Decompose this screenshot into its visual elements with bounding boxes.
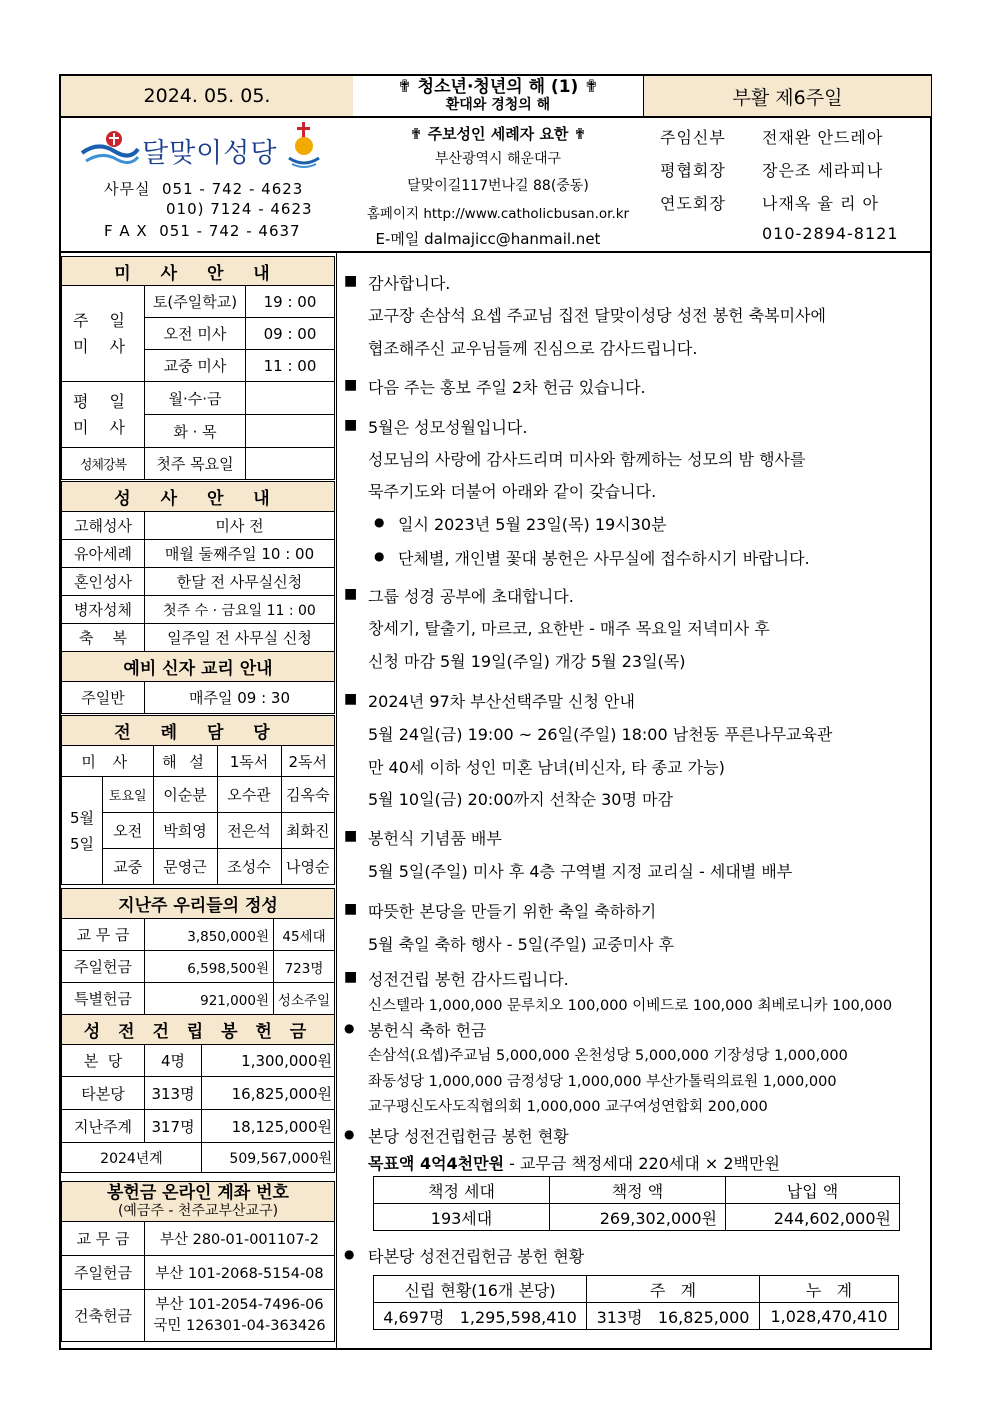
address-region: 부산광역시 해운대구 [434, 151, 562, 167]
weekday-mass-label: 평 일 미 사 [62, 382, 145, 448]
offering-amount: 921,000원 [145, 983, 274, 1015]
fund-value: 313명 16,825,000 [587, 1303, 760, 1330]
header-bar [59, 74, 932, 118]
notice-text: 5월 24일(금) 19:00 ~ 26일(주일) 18:00 남천동 푸른나무교육관 [368, 725, 833, 744]
liturgy-commentator: 문영근 [153, 849, 217, 885]
staff-role-3: 연도회장 [660, 194, 726, 213]
sunday-mass-name: 오전 미사 [145, 318, 246, 350]
adoration-value: 첫주 목요일 [145, 448, 246, 480]
bulletin-date: 2024. 05. 05. [61, 76, 354, 116]
liturgy-header: 2독서 [281, 746, 335, 777]
sunday-mass-time: 11 : 00 [246, 350, 335, 382]
account-subtitle: (예금주 - 천주교부산교구) [117, 1202, 279, 1219]
parish-logo [80, 125, 320, 175]
liturgy-title: 전 례 담 당 [62, 716, 335, 746]
fund-header: 책정 액 [550, 1177, 726, 1204]
mass-table [61, 256, 335, 480]
catechumen-label: 주일반 [62, 682, 145, 714]
liturgy-header: 미 사 [62, 746, 154, 777]
square-bullet-icon: ■ [344, 828, 358, 844]
offering-note: 45세대 [274, 919, 335, 951]
liturgical-sunday: 부활 제6주일 [643, 76, 931, 116]
offering-name: 교 무 금 [62, 919, 145, 951]
offering-name: 특별헌금 [62, 983, 145, 1015]
notice-text: 묵주기도와 더불어 아래와 같이 갖습니다. [368, 482, 657, 501]
square-bullet-icon: ■ [344, 901, 358, 917]
account-name: 교 무 금 [62, 1222, 145, 1256]
cross-moon-icon [286, 120, 322, 168]
year-total: 509,567,000원 [202, 1143, 335, 1173]
sacrament-name: 축 복 [62, 624, 145, 652]
notice-text: 협조해주신 교우님들께 진심으로 감사드립니다. [368, 339, 698, 358]
frame-divider [59, 251, 932, 253]
offering-amount: 6,598,500원 [145, 951, 274, 983]
fund-header: 주 계 [587, 1276, 760, 1303]
notice-text: 교구평신도사도직협의회 1,000,000 교구여성연합회 200,000 [368, 1099, 768, 1115]
notice-text: 신청 마감 5월 19일(주일) 개강 5월 23일(목) [368, 652, 686, 671]
catechumen-title: 예비 신자 교리 안내 [62, 652, 335, 682]
square-bullet-icon: ■ [344, 273, 358, 289]
office-fax: F A X 051 - 742 - 4637 [104, 222, 301, 240]
notice-text: 5월 5일(주일) 미사 후 4층 구역별 지정 교리실 - 세대별 배부 [368, 862, 793, 881]
square-bullet-icon: ■ [344, 691, 358, 707]
square-bullet-icon: ■ [344, 377, 358, 393]
fund-value: 269,302,000원 [550, 1204, 726, 1231]
liturgy-reader1: 조성수 [217, 849, 281, 885]
weekday-mass-name: 월·수·금 [145, 382, 246, 415]
weekday-mass-time [246, 415, 335, 448]
fund-value: 4,697명 1,295,598,410 [374, 1303, 587, 1330]
address-street: 달맞이길117번나길 88(중동) [407, 178, 589, 194]
homepage-link[interactable]: 홈페이지 http://www.catholicbusan.or.kr [366, 206, 630, 222]
dot-bullet-icon: ● [374, 549, 385, 563]
notice-title: 2024년 97차 부산선택주말 신청 안내 [368, 692, 635, 711]
notice-title: 성전건립 봉헌 감사드립니다. [368, 970, 569, 989]
notice-text: 5월 10일(금) 20:00까지 선착순 30명 마감 [368, 790, 673, 809]
account-number: 부산 101-2068-5154-08 [145, 1256, 335, 1290]
liturgy-mass: 토요일 [103, 777, 154, 813]
notice-text: 성모님의 사랑에 감사드리며 미사와 함께하는 성모의 밤 행사를 [368, 450, 806, 469]
sacrament-value: 한달 전 사무실신청 [145, 568, 335, 596]
column-divider [336, 253, 337, 1348]
building-name: 지난주계 [62, 1110, 145, 1143]
notice-title: 봉헌식 축하 헌금 [368, 1021, 487, 1040]
liturgy-header: 1독서 [217, 746, 281, 777]
sunday-mass-label: 주 일 미 사 [62, 286, 145, 382]
year-total-label: 2024년계 [62, 1143, 202, 1173]
sacrament-value: 미사 전 [145, 512, 335, 540]
building-account-label: 건축헌금 [62, 1290, 145, 1342]
notice-title: 본당 성전건립헌금 봉헌 현황 [368, 1127, 569, 1146]
staff-role-2: 평협회장 [660, 161, 726, 180]
liturgy-reader2: 나영순 [281, 849, 335, 885]
liturgy-reader1: 오수관 [217, 777, 281, 813]
sacrament-name: 혼인성사 [62, 568, 145, 596]
notice-text: 교구장 손삼석 요셉 주교님 집전 달맞이성당 성전 봉헌 축복미사에 [368, 306, 827, 325]
square-bullet-icon: ■ [344, 969, 358, 985]
parish-contact-phone: 010-2894-8121 [762, 224, 899, 243]
goal-detail: - 교무금 책정세대 220세대 × 2백만원 [504, 1154, 780, 1173]
sacrament-table [61, 481, 335, 714]
sunday-mass-name: 교중 미사 [145, 350, 246, 382]
account-number: 부산 101-2054-7496-06 [155, 1296, 324, 1313]
sunday-mass-name: 토(주일학교) [145, 286, 246, 318]
account-name: 주일헌금 [62, 1256, 145, 1290]
notice-title: 감사합니다. [368, 274, 451, 293]
dot-bullet-icon: ● [344, 1247, 355, 1261]
office-phone: 사무실 051 - 742 - 4623 [104, 180, 304, 198]
notice-text: 창세기, 탈출기, 마르코, 요한반 - 매주 목요일 저녁미사 후 [368, 619, 770, 638]
goal-line [368, 1151, 780, 1174]
account-header [62, 1182, 335, 1222]
liturgy-commentator: 박희영 [153, 813, 217, 849]
sacrament-name: 고해성사 [62, 512, 145, 540]
dot-bullet-icon: ● [344, 1127, 355, 1141]
sacrament-name: 유아세례 [62, 540, 145, 568]
catechumen-value: 매주일 09 : 30 [145, 682, 335, 714]
theme-subtitle: 환대와 경청의 해 [445, 97, 551, 113]
building-count: 313명 [145, 1077, 202, 1110]
offering-note: 723명 [274, 951, 335, 983]
staff-name-3: 나재옥 율 리 아 [762, 194, 879, 213]
liturgy-commentator: 이순분 [153, 777, 217, 813]
fund-value: 244,602,000원 [726, 1204, 900, 1231]
building-title: 성 전 건 립 봉 헌 금 [62, 1015, 335, 1045]
building-amount: 16,825,000원 [202, 1077, 335, 1110]
adoration-label: 성체강복 [62, 448, 145, 480]
staff-name-1: 전재완 안드레아 [762, 128, 884, 147]
offering-title: 지난주 우리들의 정성 [62, 889, 335, 919]
offering-amount: 3,850,000원 [145, 919, 274, 951]
account-table [61, 1181, 335, 1342]
account-number: 부산 280-01-001107-2 [145, 1222, 335, 1256]
sunday-mass-time: 09 : 00 [246, 318, 335, 350]
notice-text: 신스텔라 1,000,000 문루치오 100,000 이베드로 100,000 최베로니카 100,000 [368, 998, 893, 1014]
building-name: 타본당 [62, 1077, 145, 1110]
building-account-cell [145, 1290, 335, 1342]
fund-header: 책정 세대 [374, 1177, 550, 1204]
frame-bottom [59, 1348, 932, 1350]
offering-note: 성소주일 [274, 983, 335, 1015]
liturgy-table [61, 715, 335, 885]
sacrament-value: 첫주 수 · 금요일 11 : 00 [145, 596, 335, 624]
square-bullet-icon: ■ [344, 417, 358, 433]
notice-title: 5월은 성모성월입니다. [368, 418, 528, 437]
building-count: 317명 [145, 1110, 202, 1143]
fund-value: 1,028,470,410 [760, 1303, 899, 1330]
sunday-mass-time: 19 : 00 [246, 286, 335, 318]
sacrament-name: 병자성체 [62, 596, 145, 624]
liturgy-mass: 오전 [103, 813, 154, 849]
sacrament-value: 매월 둘째주일 10 : 00 [145, 540, 335, 568]
fund-value: 193세대 [374, 1204, 550, 1231]
building-amount: 18,125,000원 [202, 1110, 335, 1143]
wave-logo-icon [80, 127, 140, 171]
parish-fund-table [373, 1176, 900, 1231]
email-link[interactable]: E-메일 dalmajicc@hanmail.net [375, 230, 601, 248]
notice-title: 그룹 성경 공부에 초대합니다. [368, 587, 574, 606]
liturgy-reader2: 김옥숙 [281, 777, 335, 813]
notice-title: 봉헌식 기념품 배부 [368, 829, 502, 848]
notice-title: 따뜻한 본당을 만들기 위한 축일 축하하기 [368, 902, 657, 921]
notice-title: 다음 주는 홍보 주일 2차 헌금 있습니다. [368, 378, 646, 397]
notice-text: 만 40세 이하 성인 미혼 남녀(비신자, 타 종교 가능) [368, 758, 725, 777]
staff-role-1: 주임신부 [660, 128, 726, 147]
account-number: 국민 126301-04-363426 [153, 1317, 326, 1334]
liturgy-header: 해 설 [153, 746, 217, 777]
notice-title: 타본당 성전건립헌금 봉헌 현황 [368, 1247, 585, 1266]
liturgy-reader1: 전은석 [217, 813, 281, 849]
notice-text: 손삼석(요셉)주교님 5,000,000 온천성당 5,000,000 기장성당 1,000,000 [368, 1048, 848, 1064]
notice-text: 단체별, 개인별 꽃대 봉헌은 사무실에 접수하시기 바랍니다. [398, 549, 810, 568]
goal-amount: 목표액 4억4천만원 [368, 1154, 505, 1173]
liturgy-reader2: 최화진 [281, 813, 335, 849]
offering-table [61, 888, 335, 1015]
fund-header: 신립 현황(16개 본당) [374, 1276, 587, 1303]
account-title: 봉헌금 온라인 계좌 번호 [107, 1182, 289, 1203]
notice-text: 좌동성당 1,000,000 금정성당 1,000,000 부산가톨릭의료원 1,000,000 [368, 1074, 837, 1090]
other-parish-fund-table [373, 1275, 899, 1330]
building-name: 본 당 [62, 1045, 145, 1077]
dot-bullet-icon: ● [374, 515, 385, 529]
building-amount: 1,300,000원 [202, 1045, 335, 1077]
building-count: 4명 [145, 1045, 202, 1077]
fund-header: 누 계 [760, 1276, 899, 1303]
theme-box [353, 76, 643, 116]
weekday-mass-name: 화 · 목 [145, 415, 246, 448]
building-table [61, 1014, 335, 1173]
notice-text: 5월 축일 축하 행사 - 5일(주일) 교중미사 후 [368, 935, 675, 954]
offering-name: 주일헌금 [62, 951, 145, 983]
square-bullet-icon: ■ [344, 586, 358, 602]
theme-title: ✟ 청소년·청년의 해 (1) ✟ [397, 77, 599, 97]
weekday-mass-time [246, 382, 335, 415]
office-mobile: 010) 7124 - 4623 [166, 200, 313, 218]
staff-name-2: 장은조 세라피나 [762, 161, 884, 180]
mass-title: 미 사 안 내 [62, 257, 335, 286]
notice-text: 일시 2023년 5월 23일(목) 19시30분 [398, 515, 667, 534]
patron-saint: ✟ 주보성인 세례자 요한 ✟ [409, 125, 587, 143]
liturgy-date: 5월 5일 [62, 777, 103, 885]
sacrament-value: 일주일 전 사무실 신청 [145, 624, 335, 652]
frame-right [930, 118, 932, 1350]
parish-name: 달맞이성당 [142, 138, 278, 169]
dot-bullet-icon: ● [344, 1021, 355, 1035]
fund-header: 납입 액 [726, 1177, 900, 1204]
sacrament-title: 성 사 안 내 [62, 482, 335, 512]
liturgy-mass: 교중 [103, 849, 154, 885]
